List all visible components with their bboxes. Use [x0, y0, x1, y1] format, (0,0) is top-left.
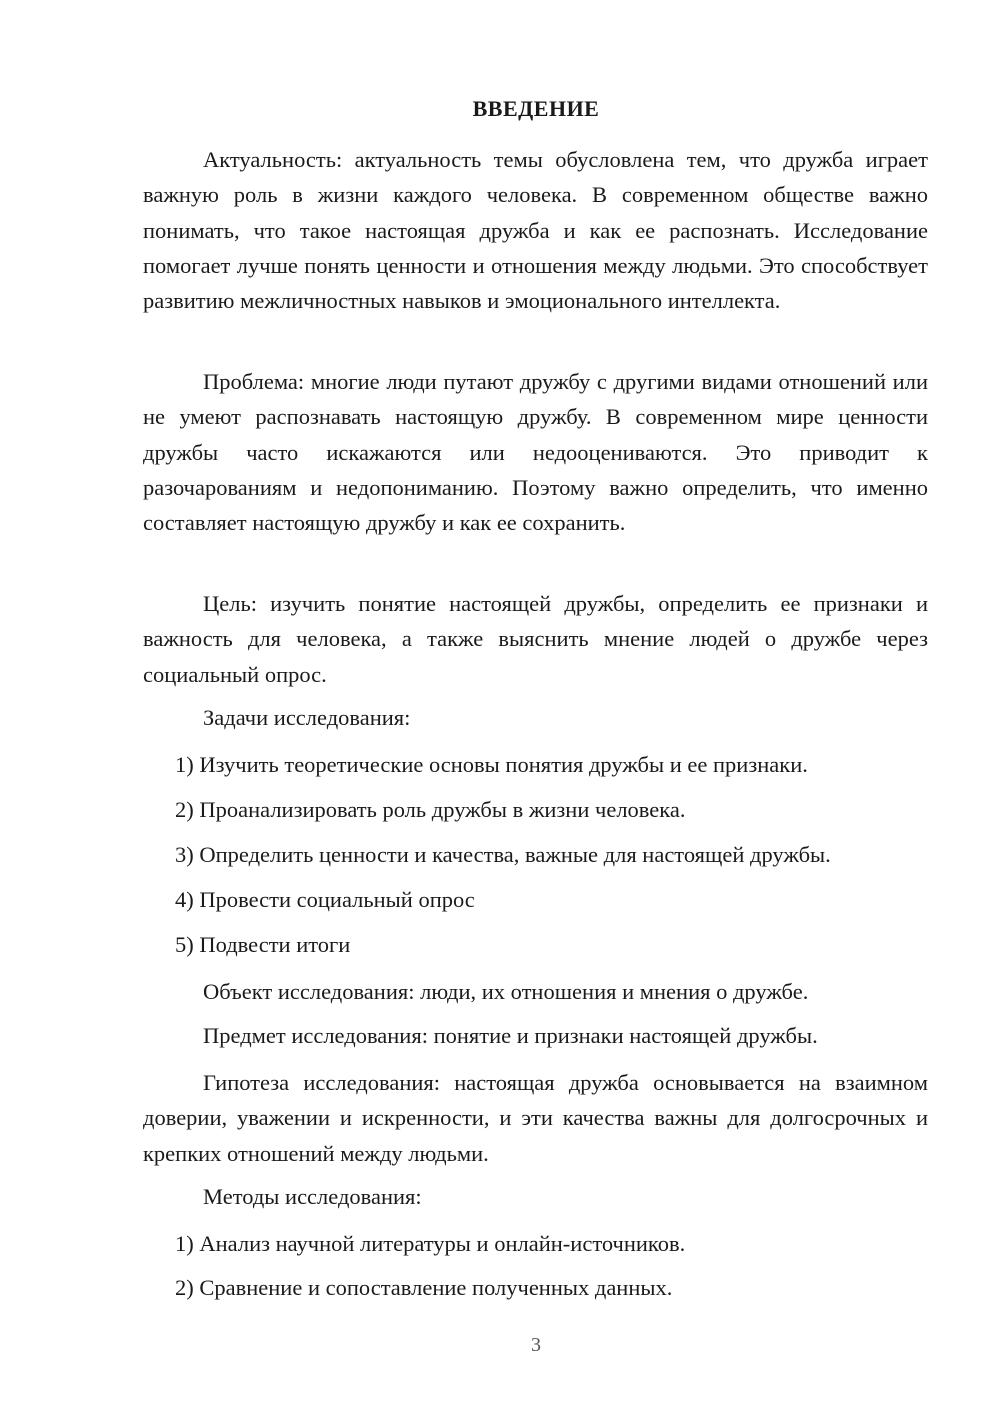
tasks-heading: Задачи исследования: — [203, 705, 411, 730]
task-item: 5) Подвести итоги — [175, 932, 351, 957]
subject-line: Предмет исследования: понятие и признаки настоящей дружбы. — [203, 1023, 818, 1048]
task-item: 3) Определить ценности и качества, важные для настоящей дружбы. — [175, 842, 831, 867]
page-number: 3 — [531, 1334, 541, 1356]
problem-paragraph: Проблема: многие люди путают дружбу с другими видами отношений или не умеют распознавать настоящую дружбу. В современном мире ценности дружбы часто искажаются или недооцениваются. Это приводит к разочарованиям и недопониманию. Поэтому важно определить, что именно составляет настоящую дружбу и как ее сохранить. — [143, 369, 928, 536]
method-item: 2) Сравнение и сопоставление полученных данных. — [175, 1275, 673, 1300]
methods-heading: Методы исследования: — [203, 1184, 422, 1209]
page-title: ВВЕДЕНИЕ — [472, 96, 600, 121]
hypothesis-paragraph: Гипотеза исследования: настоящая дружба основывается на взаимном доверии, уважении и искренности, и эти качества важны для долгосрочных и крепких отношений между людьми. — [143, 1070, 928, 1166]
object-line: Объект исследования: люди, их отношения и мнения о дружбе. — [203, 979, 809, 1004]
method-item: 1) Анализ научной литературы и онлайн-источников. — [175, 1231, 686, 1256]
task-item: 4) Провести социальный опрос — [175, 887, 475, 912]
task-item: 1) Изучить теоретические основы понятия дружбы и ее признаки. — [175, 752, 808, 777]
task-item: 2) Проанализировать роль дружбы в жизни человека. — [175, 797, 686, 822]
goal-paragraph: Цель: изучить понятие настоящей дружбы, определить ее признаки и важность для человека, а также выяснить мнение людей о дружбе через социальный опрос. — [143, 591, 928, 687]
relevance-paragraph: Актуальность: актуальность темы обусловлена тем, что дружба играет важную роль в жизни каждого человека. В современном обществе важно понимать, что такое настоящая дружба и как ее распознать. Исследование помогает лучше понять ценности и отношения между людьми. Это способствует развитию межличностных навыков и эмоционального интеллекта. — [143, 147, 928, 314]
